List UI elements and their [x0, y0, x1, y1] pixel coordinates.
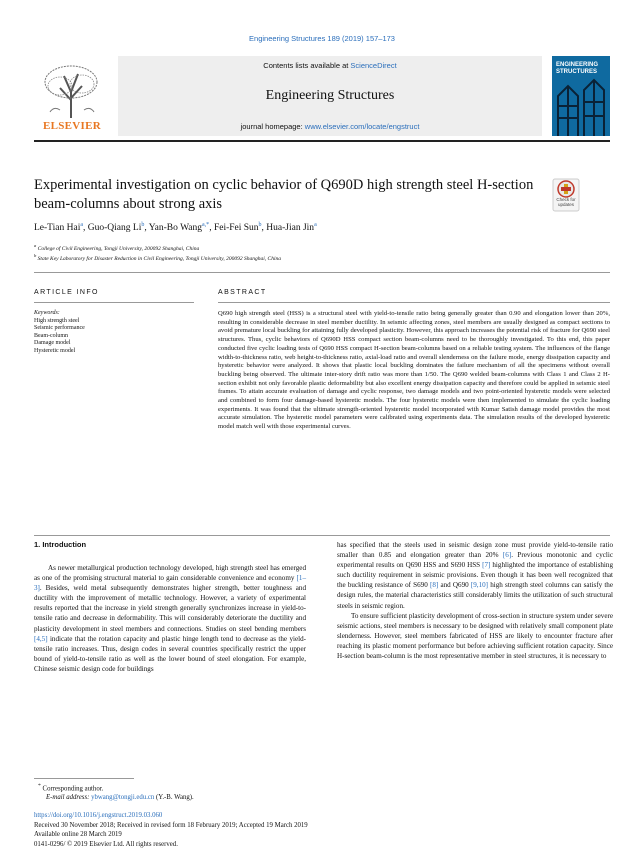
- abstract-text: Q690 high strength steel (HSS) is a structural steel with yield-to-tensile ratio being generally greater than 0.90 and elongation lower than 20%, resulting in considerable decrease in steel member ductility. In seismic affecting zones, steel members are usually designed as compact sections to avoid premature local buckling for attaining fully developed plasticity. However, this approach increases the potential risk of fracture for Q690 steel structures. Thus, cyclic behaviors of Q690D HSS compact section beam-columns need to be thoroughly investigated. To this end, this paper conducted five cyclic loading tests of Q690 HSS compact H-section beam-columns based on a reliable testing system. The influences of the flange width-to-thickness ratio, web height-to-thickness ratio, axial-load ratio and overall slenderness on the failure mode, energy dissipation capacity and hysteretic behavior were analyzed. It shows that plastic local buckling dominates the failure mechanism of all the specimens without overall buckling being observed. The ultimate inter-story drift ratio was more than 1/50. The Q690 welded beam-columns with Class 1 and Class 2 H-section exhibit not only favorable plastic deformability but also excellent energy dissipation capacity and therefore could be applied in seismic steel frames. To attain accurate evaluation of damage and cyclic response, two damage models and two point-oriented hysteretic models were selected and combined to form four damage-based hysteretic models. The four hysteretic models were then implemented to simulate the cyclic loading experiments. It was found that the ultimate strength-oriented hysteretic model incorporated with Kumar Satish damage model provides the most accurate simulation. The hysteretic model parameters were calibrated using experiments data. The simulation results of the developed hysteretic model match well with those experimental curves.: [218, 310, 610, 431]
- section-heading-introduction: 1. Introduction: [34, 540, 87, 549]
- intro-column-1: [34, 563, 306, 674]
- author-name[interactable]: Fei-Fei Sun: [213, 223, 259, 234]
- author-name[interactable]: Guo-Qiang Li: [87, 223, 142, 234]
- citation-link[interactable]: [8]: [429, 581, 439, 590]
- header-rule: [34, 140, 610, 142]
- paragraph-text: has specified that the steels used in seismic design zone must provide yield-to-tensile ratio smaller than 0.85 and elongation greater than 20%: [337, 541, 613, 560]
- author-name[interactable]: Yan-Bo Wang: [148, 223, 203, 234]
- affiliation-b: [34, 253, 610, 262]
- received-dates: Received 30 November 2018; Received in revised form 18 February 2019; Accepted 19 March 2019: [34, 822, 308, 829]
- paragraph-text: high strength steel columns can satisfy the design rules, the material characteristics still considerably limits the utilization of such structural steels in seismic region.: [337, 581, 613, 610]
- contents-prefix: Contents lists available at: [263, 61, 351, 70]
- author-name[interactable]: Le-Tian Hai: [34, 223, 81, 234]
- author-name[interactable]: Hua-Jian Jin: [266, 223, 315, 234]
- author-affiliation-sup[interactable]: b: [141, 222, 145, 228]
- email-note: [46, 794, 346, 801]
- citation-link[interactable]: [1–3]: [34, 574, 306, 593]
- info-top-rule: [34, 272, 610, 273]
- homepage-link[interactable]: www.elsevier.com/locate/engstruct: [304, 122, 420, 131]
- paragraph-text: . Previous monotonic and cyclic experimental results on Q690 HSS and S690 HSS: [337, 551, 613, 570]
- abstract-heading: ABSTRACT: [218, 289, 267, 296]
- affiliation-a: [34, 243, 610, 252]
- paragraph-text: . Besides, weld metal subsequently demonstrates higher strength, better toughness and ductility with the improvement of metallic technology. However, a variety of experimental results reported that the increase in yield strength generally synchronizes increase in yield-to-tensile ratio and decrease in deformability. This will considerably deteriorate the ductility and plasticity development in steel members and connections. Studies on steel bending members: [34, 584, 306, 633]
- journal-banner: [118, 56, 542, 136]
- corresponding-text: Corresponding author.: [42, 785, 104, 793]
- affiliation-b-text: State Key Laboratory for Disaster Reduction in Civil Engineering, Tongji University, 200092 Shanghai, China: [37, 255, 281, 262]
- body-top-rule: [34, 535, 610, 536]
- paragraph-text: highlighted the importance of establishing such ductility requirement in seismic provisions. Even though it has been well recognized that the buckling resistance of S690: [337, 561, 613, 590]
- author-list: Le-Tian Hai$^a$, Guo-Qiang Li$^b$, Yan-Bo Wang$^{a,*}$, Fei-Fei Sun$^b$, Hua-Jian Jin$^a$: [34, 222, 317, 234]
- corresponding-author-note: [38, 783, 338, 792]
- affiliation-b-sup: b: [34, 253, 37, 258]
- intro-paragraph-2: [337, 540, 613, 611]
- cover-structure-icon: [552, 76, 610, 136]
- keyword-item: Beam-column: [34, 332, 68, 339]
- keyword-item: Damage model: [34, 340, 71, 347]
- homepage-line: [118, 122, 542, 131]
- email-suffix: (Y.-B. Wang).: [154, 794, 194, 801]
- available-online: Available online 28 March 2019: [34, 831, 122, 838]
- intro-paragraph-3: To ensure sufficient plasticity development of cross-section in structure system under severe seismic actions, steel members is necessary to be designed with relatively small component plate slenderness. However, steel members fabricated of HSS are likely to encounter fracture after reaching its plastic moment performance but before achieving sufficient rotation capacity. Since H-section beam-column is the most representative member in steel structures, it is necessary to: [337, 611, 613, 661]
- cover-title: ENGINEERING STRUCTURES: [556, 62, 599, 75]
- keywords-block: [34, 310, 194, 356]
- citation-link[interactable]: [9,10]: [470, 581, 489, 590]
- email-label: E-mail address:: [46, 794, 92, 801]
- author-affiliation-sup[interactable]: a: [80, 222, 84, 228]
- copyright: 0141-0296/ © 2019 Elsevier Ltd. All rights reserved.: [34, 841, 178, 848]
- keyword-item: Seismic performance: [34, 325, 85, 332]
- journal-header: [34, 56, 610, 136]
- author-affiliation-sup[interactable]: a,*: [202, 222, 210, 228]
- homepage-prefix: journal homepage:: [240, 122, 305, 131]
- asterisk: *: [38, 783, 41, 789]
- citation-link[interactable]: [6]: [502, 551, 512, 560]
- footnote-rule: [34, 778, 134, 779]
- intro-column-2: [337, 540, 613, 661]
- elsevier-wordmark: ELSEVIER: [42, 120, 102, 132]
- elsevier-tree-icon: [40, 62, 102, 118]
- email-link[interactable]: ybwang@tongji.edu.cn: [91, 794, 155, 801]
- paragraph-text: As newer metallurgical production technology developed, high strength steel has emerged as one of the promising structural material to gain considerable convenience and economy: [34, 564, 306, 583]
- citation-link[interactable]: [4,5]: [34, 634, 48, 643]
- author-affiliation-sup[interactable]: a: [314, 222, 317, 228]
- paragraph-text: and Q690: [438, 581, 471, 590]
- crossmark-label: Check for updates: [556, 197, 576, 207]
- journal-citation-line[interactable]: Engineering Structures 189 (2019) 157–173: [249, 34, 395, 43]
- citation-link[interactable]: [7]: [482, 561, 491, 570]
- doi-link[interactable]: https://doi.org/10.1016/j.engstruct.2019.03.060: [34, 812, 163, 819]
- article-info-heading: ARTICLE INFO: [34, 289, 99, 296]
- contents-line: [118, 61, 542, 70]
- journal-title[interactable]: Engineering Structures: [265, 88, 395, 103]
- article-info-rule: [34, 302, 194, 303]
- elsevier-logo[interactable]: [34, 56, 108, 136]
- abstract-rule: [218, 302, 610, 303]
- affiliation-a-text: College of Civil Engineering, Tongji University, 200092 Shanghai, China: [37, 245, 200, 252]
- author-affiliation-sup[interactable]: b: [258, 222, 262, 228]
- sciencedirect-link[interactable]: ScienceDirect: [350, 61, 397, 70]
- paragraph-text: indicate that the rotation capacity and plastic hinge length tend to decrease as the yield-tensile ratio increases. Thus, design codes in several countries specifically restrict the upper bound of yield-to-tensile ratio as well as the lower bound of steel elongation. For example, Chinese seismic design code for buildings: [34, 634, 306, 673]
- affiliation-a-sup: a: [34, 243, 37, 248]
- keywords-label: Keywords:: [34, 310, 60, 316]
- keyword-item: High strength steel: [34, 317, 80, 324]
- article-title: Experimental investigation on cyclic behavior of Q690D high strength steel H-section beam-columns about strong axis: [34, 177, 534, 212]
- journal-cover-thumbnail[interactable]: [552, 56, 610, 136]
- keyword-item: Hysteretic model: [34, 347, 76, 354]
